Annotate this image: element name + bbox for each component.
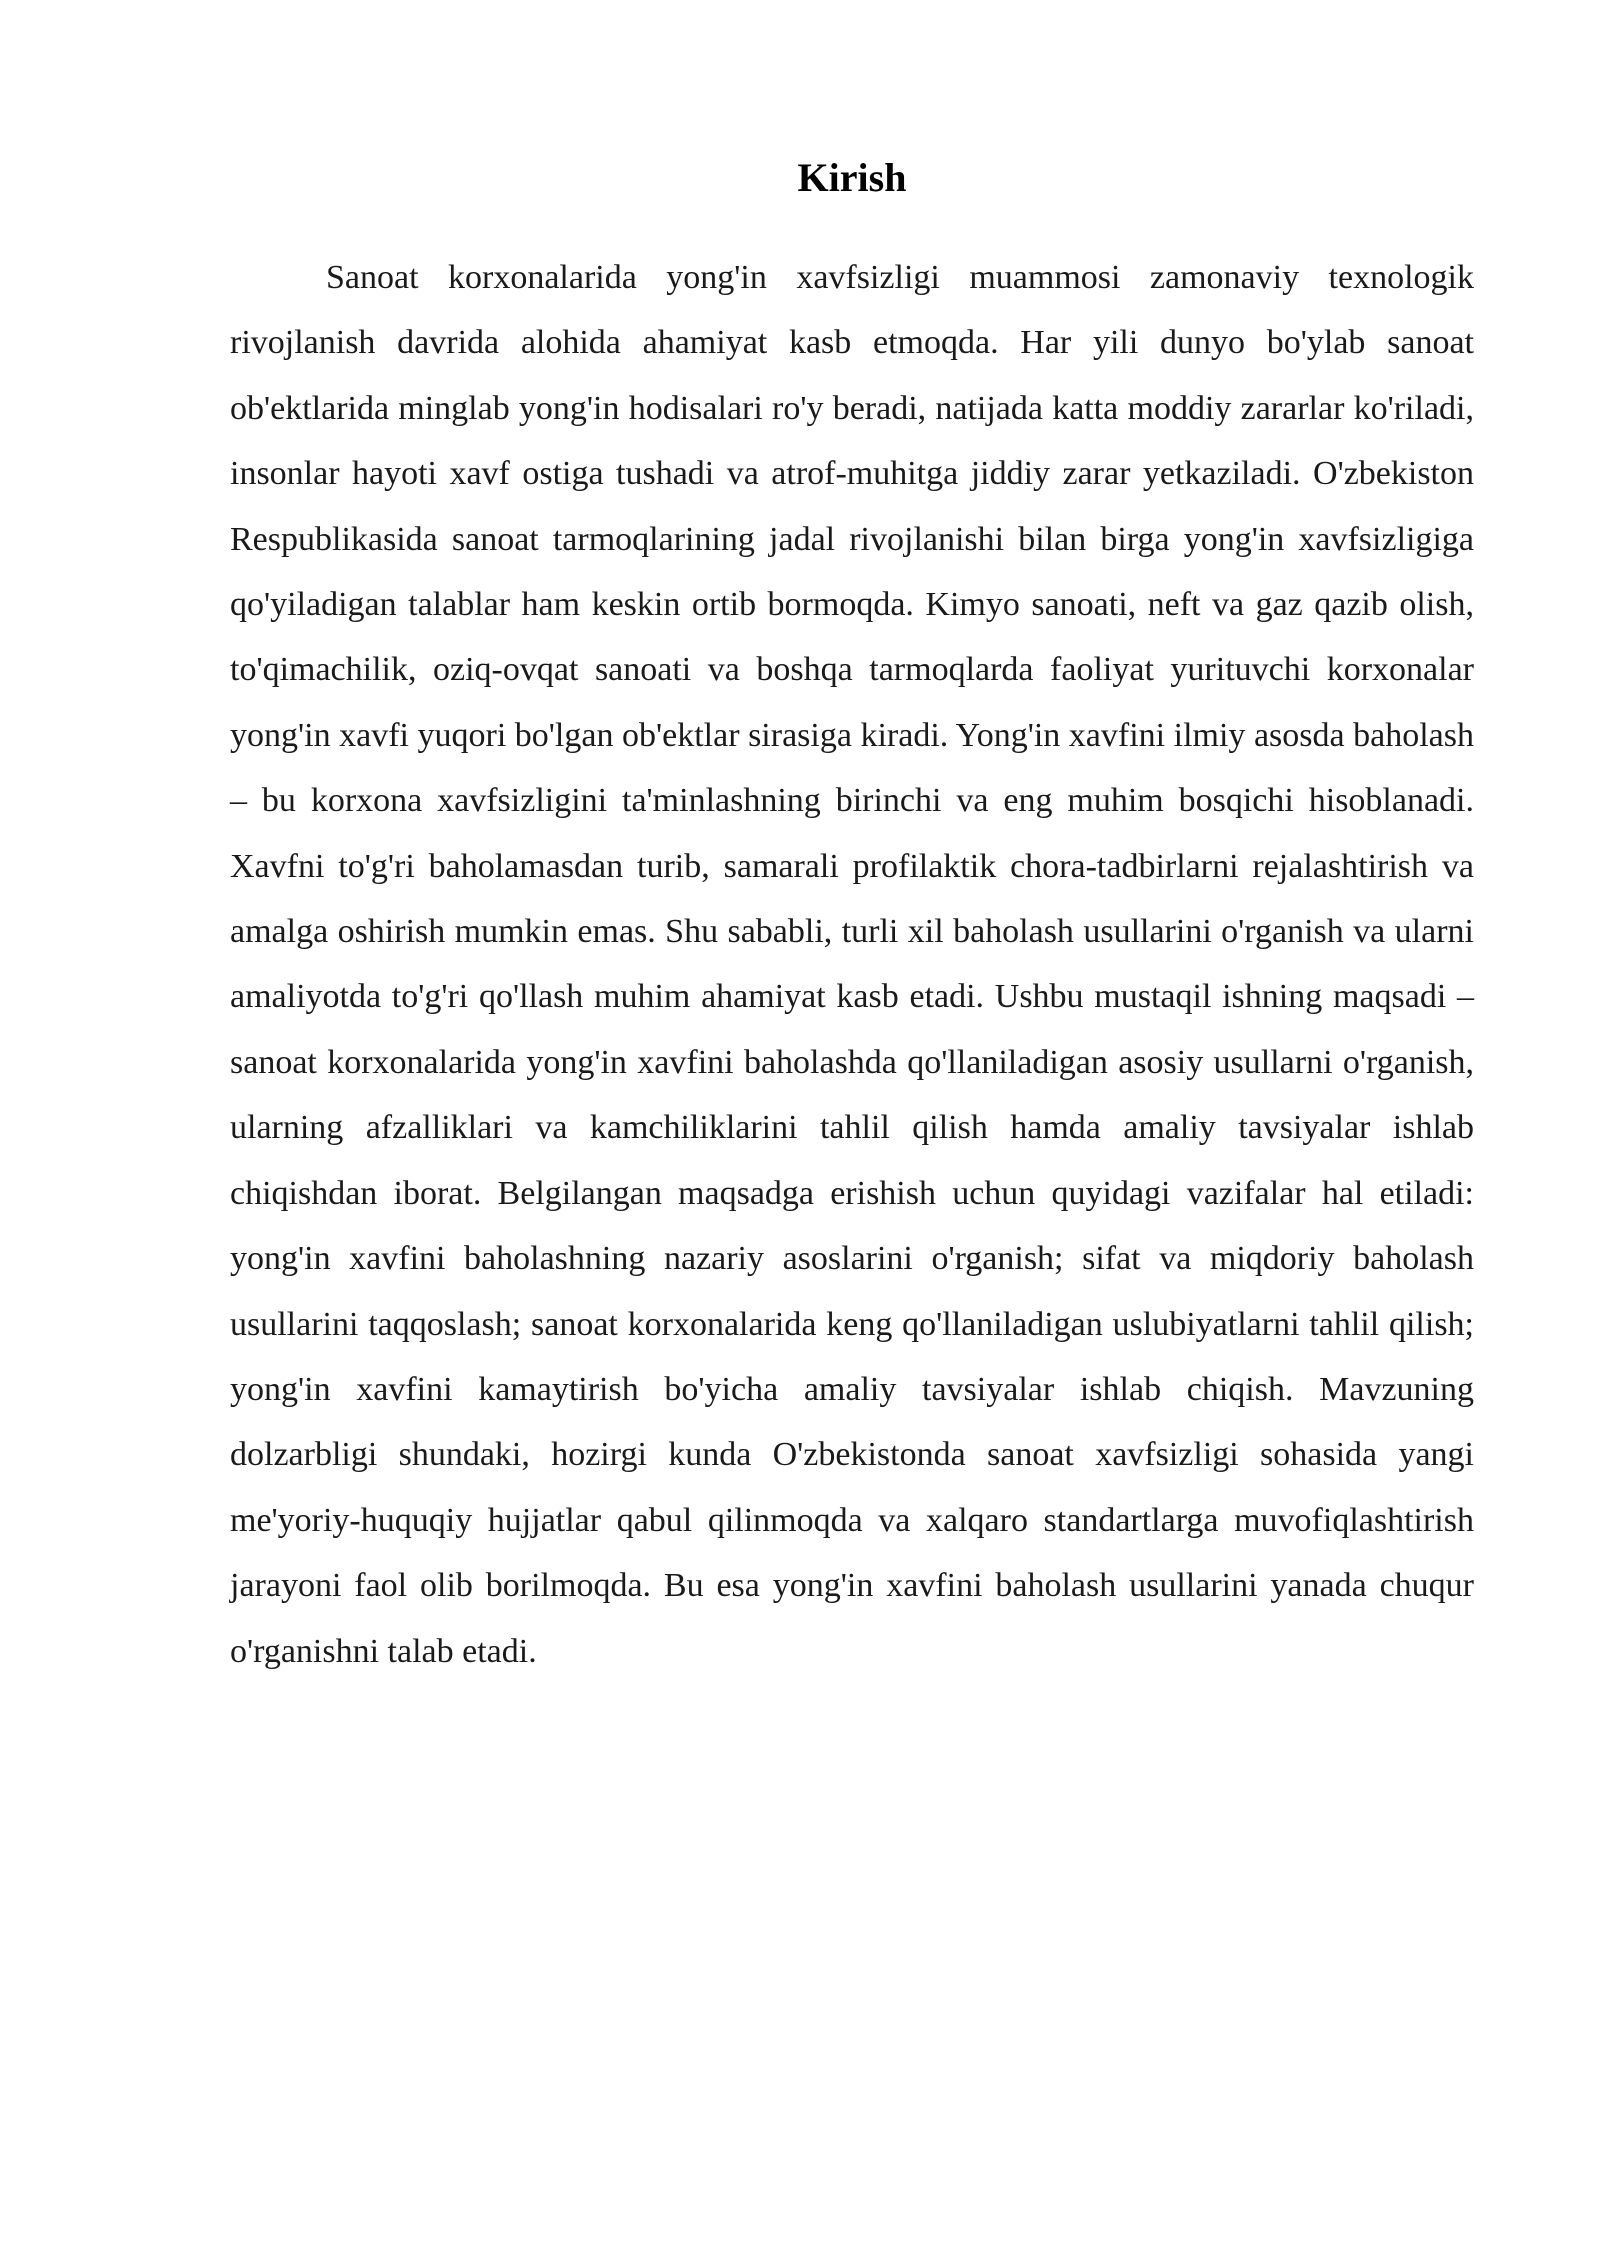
body-paragraph: Sanoat korxonalarida yong'in xavfsizligi muammosi zamonaviy texnologik rivojlanish davrida alohida ahamiyat kasb etmoqda. Har yili dunyo bo'ylab sanoat ob'ektlarida minglab yong'in hodisalari ro'y beradi, natijada katta moddiy zararlar ko'riladi, insonlar hayoti xavf ostiga tushadi va atrof-muhitga jiddiy zarar yetkaziladi. O'zbekiston Respublikasida sanoat tarmoqlarining jadal rivojlanishi bilan birga yong'in xavfsizligiga qo'yiladigan talablar ham keskin ortib bormoqda. Kimyo sanoati, neft va gaz qazib olish, to'qimachilik, oziq-ovqat sanoati va boshqa tarmoqlarda faoliyat yurituvchi korxonalar yong'in xavfi yuqori bo'lgan ob'ektlar sirasiga kiradi. Yong'in xavfini ilmiy asosda baholash – bu korxona xavfsizligini ta'minlashning birinchi va eng muhim bosqichi hisoblanadi. Xavfni to'g'ri baholamasdan turib, samarali profilaktik chora-tadbirlarni rejalashtirish va amalga oshirish mumkin emas. Shu sababli, turli xil baholash usullarini o'rganish va ularni amaliyotda to'g'ri qo'llash muhim ahamiyat kasb etadi. Ushbu mustaqil ishning maqsadi – sanoat korxonalarida yong'in xavfini baholashda qo'llaniladigan asosiy usullarni o'rganish, ularning afzalliklari va kamchiliklarini tahlil qilish hamda amaliy tavsiyalar ishlab chiqishdan iborat. Belgilangan maqsadga erishish uchun quyidagi vazifalar hal etiladi: yong'in xavfini baholashning nazariy asoslarini o'rganish; sifat va miqdoriy baholash usullarini taqqoslash; sanoat korxonalarida keng qo'llaniladigan uslubiyatlarni tahlil qilish; yong'in xavfini kamaytirish bo'yicha amaliy tavsiyalar ishlab chiqish. Mavzuning dolzarbligi shundaki, hozirgi kunda O'zbekistonda sanoat xavfsizligi sohasida yangi me'yoriy-huquqiy hujjatlar qabul qilinmoqda va xalqaro standartlarga muvofiqlashtirish jarayoni faol olib borilmoqda. Bu esa yong'in xavfini baholash usullarini yanada chuqur o'rganishni talab etadi. bbox=[230, 259, 1474, 1670]
page-title: Kirish bbox=[797, 155, 907, 200]
